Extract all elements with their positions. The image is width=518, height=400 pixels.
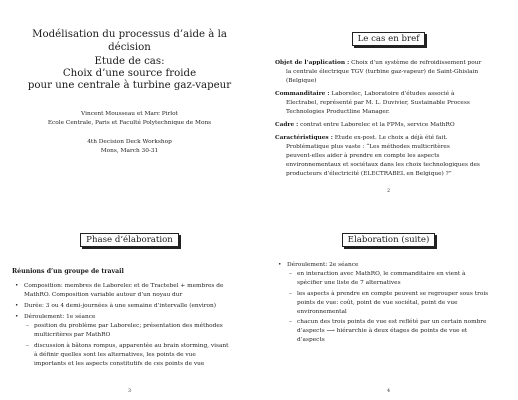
definition-continuation: environnementaux et sociétaux dans les choix technologiques des [286,162,480,168]
definition-first-line [275,134,508,143]
conference-location: Mons, March 30-31 [100,148,159,154]
definition-text: Laborelec, Laboratoire d’études associé à [331,91,455,97]
sub-bullet-item [24,342,247,369]
sub-bullet-line: – chacun des trois points de vue est reflété par un certain nombre [297,319,487,325]
definition-list [259,59,518,179]
sub-bullet-line: – discussion à bâtons rompus, apparentée au brain storming, visant [34,342,229,349]
definition-continuation: la centrale électrique TGV (turbine gaz-vapeur) de Saint-Ghislain [286,69,479,75]
definition-text: Choix d’un système de refroidissement pour [351,60,482,66]
definition-term: Objet de l’application : [275,60,350,66]
bullet-line: MathRO. Composition variable autour d’un noyau dur [24,292,183,298]
bullet-list-level2 [287,270,506,345]
bullet-line: • Déroulement: 2e séance [287,262,359,268]
authors: Vincent Mousseau et Marc Pirlot [81,111,178,117]
sub-bullet-item [287,270,506,288]
definition-first-line [275,121,508,130]
definition-first-line [275,59,508,68]
definition-continuation: producteurs d’électricité (ELECTRABEL en Belgique) ?” [286,171,452,177]
bullet-line: • Durée: 3 ou 4 demi-journées à une semaine d’intervalle (environ) [24,303,217,309]
slide-case-summary [259,0,518,200]
affiliation: Ecole Centrale, Paris et Faculté Polytechnique de Mons [47,120,212,126]
bullet-item [12,302,247,311]
document-subtitle [0,56,259,92]
definition-entry [275,59,508,86]
sub-bullet-line: points de vue: coût, point de vue sociétal, point de vue [297,299,458,306]
slide-elaboration [0,200,259,400]
definition-entry [275,134,508,179]
definition-continuation: Problématique plus vaste : “Les méthodes multicritères [286,144,450,150]
definition-term: Caractéristiques : [275,135,333,141]
sub-bullet-line: à définir quelles sont les alternatives, les points de vue [34,351,196,358]
bullet-line: • Déroulement: 1e séance [24,314,96,320]
sub-bullet-item [24,322,247,340]
sub-bullet-line: multicritères par MathRO [34,332,111,338]
definition-continuation: peuvent-elles aider à prendre en compte les aspects [286,153,440,159]
definition-continuation: (Belgique) [286,78,317,84]
page-number: 2 [387,189,390,194]
slide-heading: Elaboration (suite) [342,233,436,247]
bullet-line: • Composition: membres de Laborelec et de Tractebel + membres de [24,283,224,289]
definition-text: Etude ex-post. Le choix a déjà été fait. [334,135,448,141]
bullet-list [12,282,247,369]
bullet-item [275,261,506,345]
definition-first-line [275,90,508,99]
definition-continuation: Technologies Productline Manager. [286,109,390,115]
bullet-list-level2 [24,322,247,369]
sub-bullet-line: environnemental [297,308,347,315]
sub-bullet-line: importants et les aspects constitutifs de ces points de vue [34,360,205,367]
authors-block [0,110,259,128]
section-heading: Réunions d’un groupe de travail [12,268,124,275]
sub-bullet-line: spécifier une liste de 7 alternatives [297,280,401,286]
subtitle-line: Choix d’une source froide [62,68,197,79]
definition-continuation: Electrabel, représenté par M. L. Duvivier, Sustainable Process [286,100,470,106]
definition-text: contrat entre Laborelec et la FPMs, service MathRO [300,122,455,128]
subtitle-line: Etude de cas: [94,56,165,67]
slide-heading: Le cas en bref [352,32,426,46]
document-title [0,28,259,54]
title-line: décision [108,42,151,53]
page-number: 4 [387,389,390,394]
bullet-item [12,282,247,300]
sub-bullet-line: – les aspects à prendre en compte peuvent se regrouper sous trois [297,290,489,297]
sub-bullet-item [287,290,506,317]
slide-heading: Phase d’élaboration [80,233,179,247]
page-number: 3 [128,389,131,394]
definition-term: Commanditaire : [275,91,330,97]
bullet-list-level1 [275,261,506,345]
definition-entry [275,90,508,117]
bullet-item [12,313,247,369]
subtitle-line: pour une centrale à turbine gaz-vapeur [27,80,232,91]
conference-block [0,138,259,156]
bullet-list [275,261,506,345]
definition-term: Cadre : [275,122,299,128]
sub-bullet-line: – position du problème par Laborelec; présentation des méthodes [34,323,223,329]
conference-name: 4th Decision Deck Workshop [87,139,172,145]
slide-elaboration-continued [259,200,518,400]
slide-title [0,0,259,200]
sub-bullet-line: d’aspects [297,337,325,343]
definition-entry [275,121,508,130]
title-line: Modélisation du processus d’aide à la [32,29,227,40]
bullet-list-level1 [12,282,247,369]
sub-bullet-line: d’aspects ⟶ hiérarchie à deux étages de points de vue et [297,328,468,334]
sub-bullet-line: – en interaction avec MathRO, le commanditaire en vient à [297,271,466,277]
sub-bullet-item [287,318,506,345]
